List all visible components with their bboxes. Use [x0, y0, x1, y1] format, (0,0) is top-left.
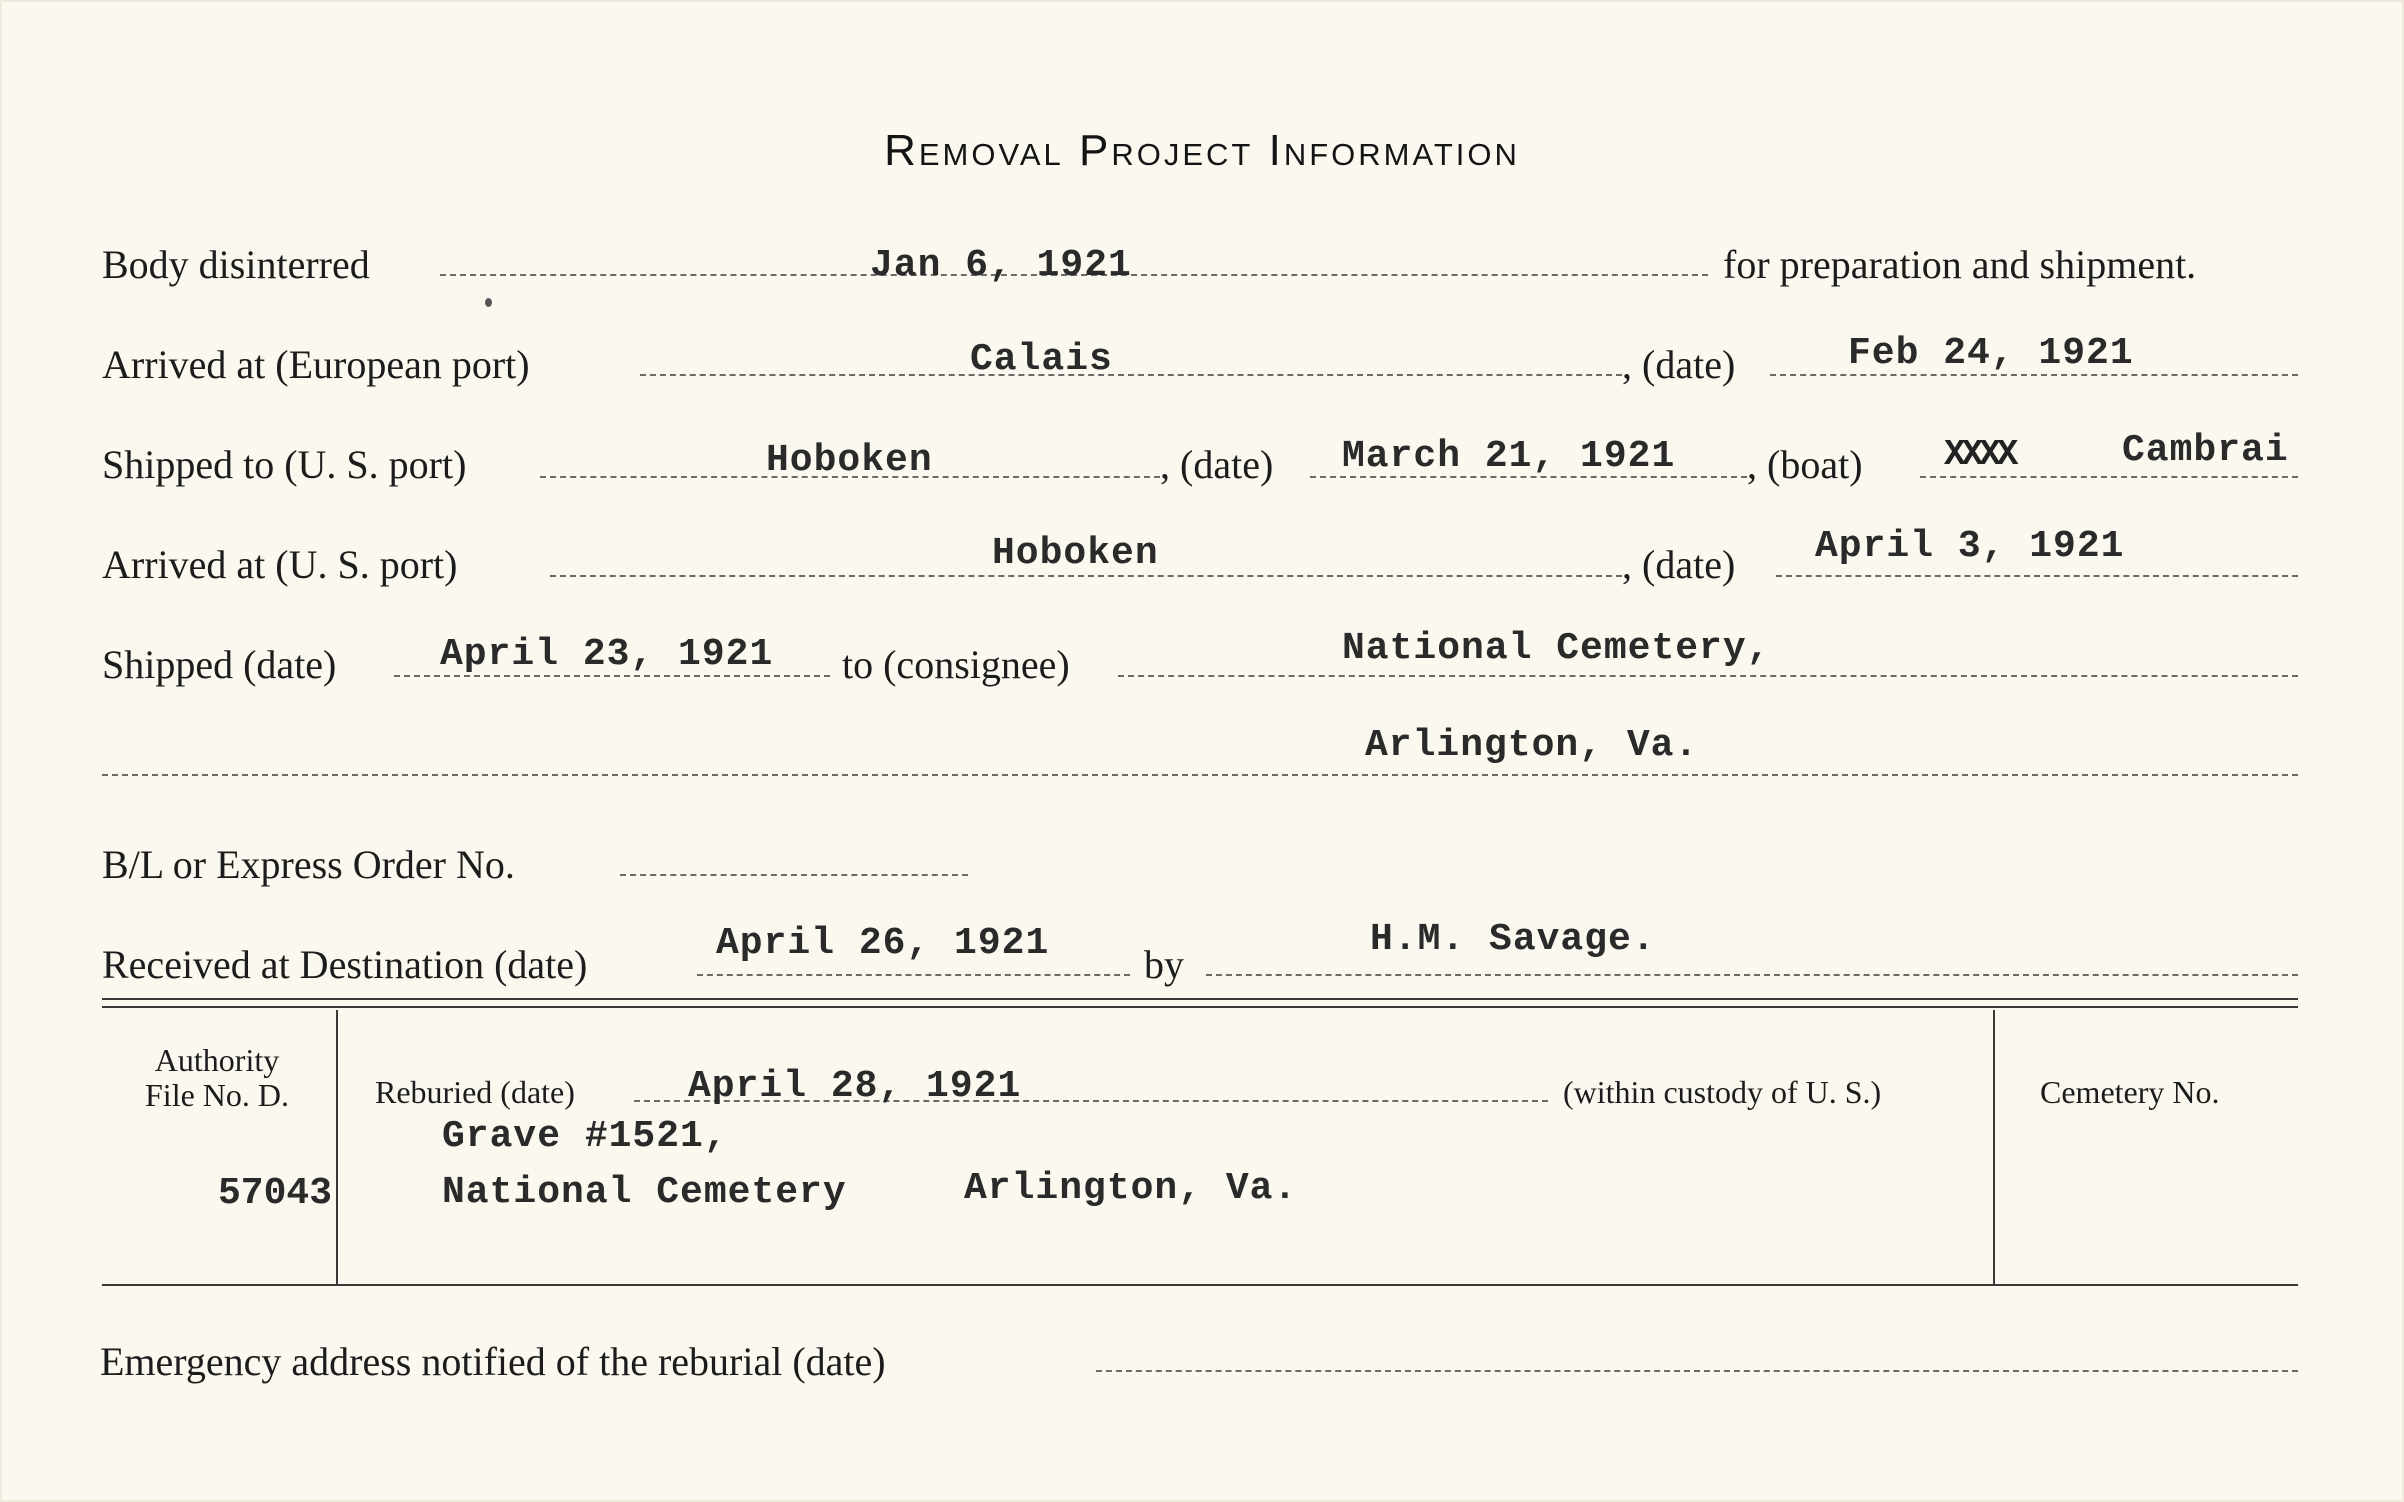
- shipped-us-boat-line: [1920, 476, 2298, 478]
- shipped-us-boat: Cambrai: [2122, 429, 2289, 472]
- shipped-us-label: Shipped to (U. S. port): [102, 442, 467, 487]
- custody-label: (within custody of U. S.): [1563, 1074, 1882, 1110]
- emergency-date-line: [1096, 1370, 2298, 1372]
- grave-number: Grave #1521,: [442, 1115, 728, 1158]
- authority-label-line-2: File No. D.: [145, 1076, 289, 1113]
- consignee-line-2: Arlington, Va.: [1365, 724, 1699, 767]
- shipped-us-boat-label: , (boat): [1747, 442, 1863, 487]
- arrived-europe-port-line: [640, 374, 1622, 376]
- struck-out-text: XXXX: [1944, 434, 2015, 475]
- arrived-us-port-line: [550, 575, 1622, 577]
- authority-file-number: 57043: [218, 1172, 333, 1215]
- arrived-europe-date: Feb 24, 1921: [1848, 332, 2134, 375]
- shipped-us-date-label: , (date): [1160, 442, 1274, 487]
- received-date-line: [697, 974, 1130, 976]
- emergency-label: Emergency address notified of the reburial (date): [100, 1339, 886, 1384]
- box-divider-left: [336, 1010, 338, 1284]
- received-by: H.M. Savage.: [1370, 918, 1656, 961]
- arrived-us-date-label: , (date): [1622, 542, 1736, 587]
- authority-label: [112, 1043, 322, 1112]
- reburial-location: Arlington, Va.: [964, 1167, 1298, 1210]
- bl-label: B/L or Express Order No.: [102, 842, 515, 887]
- authority-label-line-1: Authority: [154, 1042, 280, 1078]
- arrived-europe-date-label: , (date): [1622, 342, 1736, 387]
- consignee-label: to (consignee): [842, 642, 1070, 687]
- arrived-europe-port: Calais: [970, 338, 1113, 381]
- disinterred-suffix: for preparation and shipment.: [1723, 242, 2197, 287]
- arrived-us-port: Hoboken: [992, 532, 1159, 575]
- ink-speck: [485, 298, 492, 307]
- arrived-europe-label: Arrived at (European port): [102, 342, 530, 387]
- disinterred-label: Body disinterred: [102, 242, 370, 287]
- received-by-line: [1206, 974, 2298, 976]
- received-date: April 26, 1921: [716, 922, 1050, 965]
- box-bottom-rule: [102, 1284, 2298, 1286]
- bl-line: [620, 874, 968, 876]
- card-title: Removal Project Information: [884, 126, 1520, 175]
- shipped-date: April 23, 1921: [440, 633, 774, 676]
- shipped-date-label: Shipped (date): [102, 642, 337, 687]
- reburied-label: Reburied (date): [375, 1074, 575, 1110]
- reburied-date: April 28, 1921: [688, 1065, 1022, 1108]
- box-divider-right: [1993, 1010, 1995, 1284]
- cemetery-number-label: Cemetery No.: [2040, 1074, 2220, 1110]
- box-top-rule-1: [102, 998, 2298, 1000]
- consignee-line: [1118, 675, 2298, 677]
- shipped-us-port: Hoboken: [766, 439, 933, 482]
- arrived-us-date-line: [1776, 575, 2298, 577]
- box-top-rule-2: [102, 1006, 2298, 1008]
- consignee-continuation-line: [102, 774, 2298, 776]
- shipped-us-date: March 21, 1921: [1342, 435, 1676, 478]
- reburial-cemetery: National Cemetery: [442, 1171, 847, 1214]
- arrived-us-label: Arrived at (U. S. port): [102, 542, 458, 587]
- received-by-label: by: [1144, 942, 1184, 987]
- disinterred-date: Jan 6, 1921: [870, 244, 1132, 287]
- consignee-line-1: National Cemetery,: [1342, 627, 1771, 670]
- arrived-us-date: April 3, 1921: [1815, 525, 2125, 568]
- received-label: Received at Destination (date): [102, 942, 588, 987]
